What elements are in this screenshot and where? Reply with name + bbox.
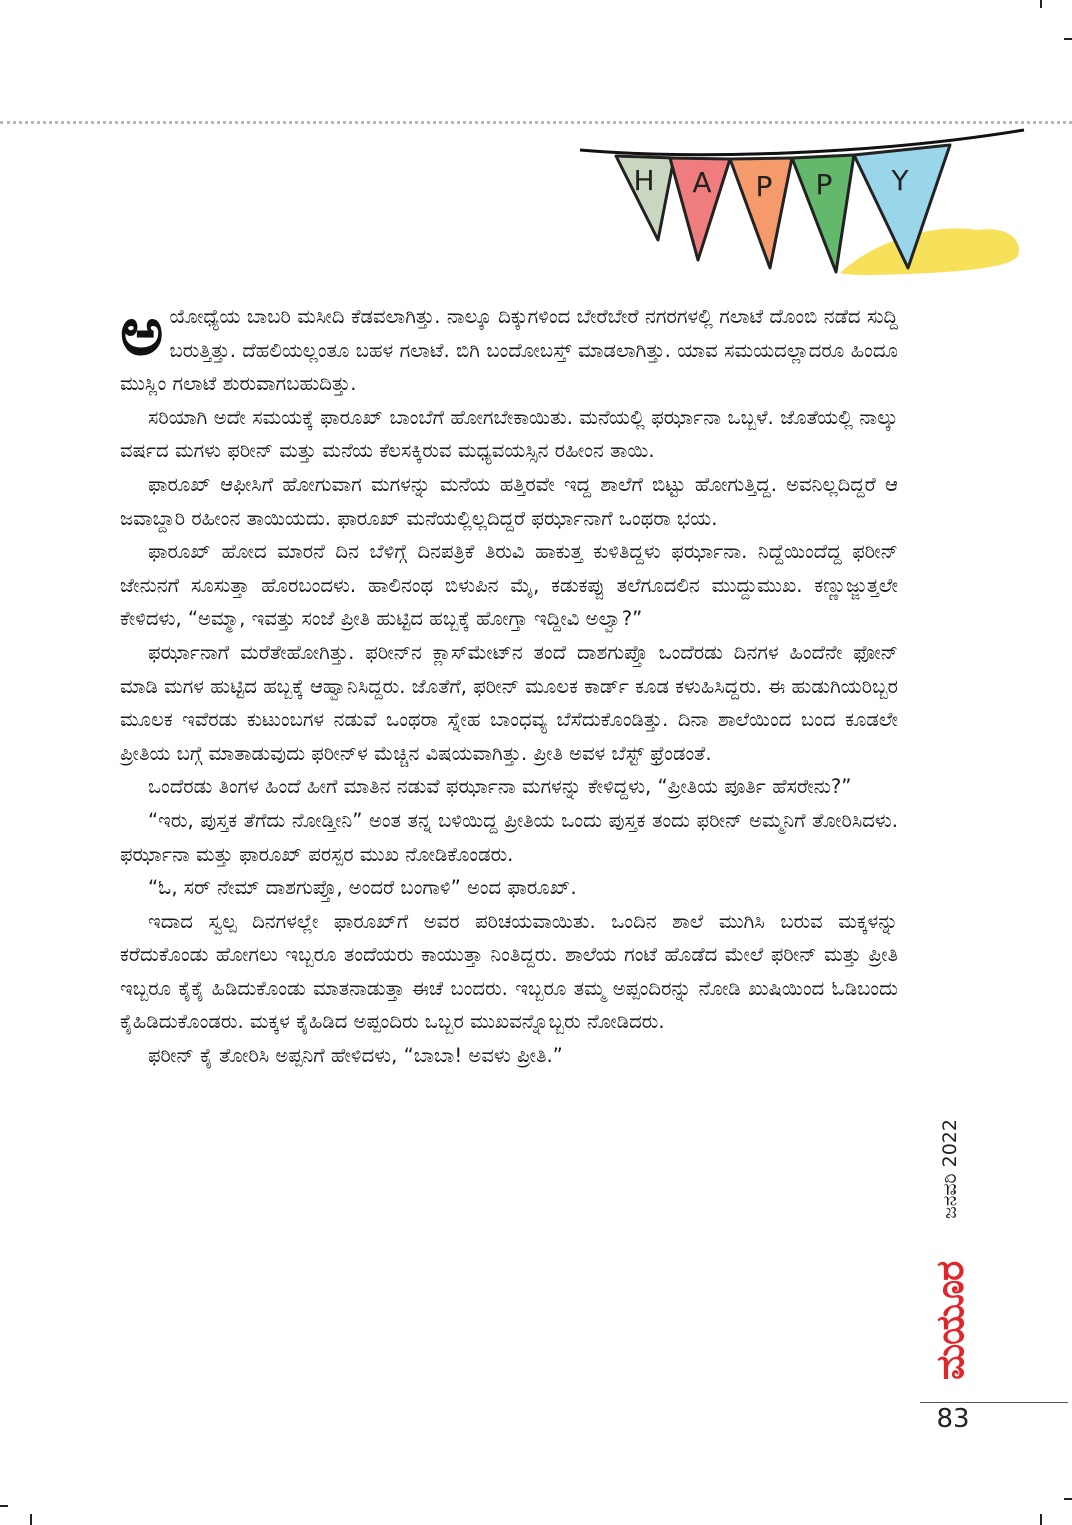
crop-mark-left-bottom — [0, 1505, 8, 1507]
pennant-letter-4: P — [815, 168, 833, 201]
crop-mark-top-right — [1040, 0, 1042, 8]
pennant-letter-5: Y — [891, 164, 909, 197]
drop-cap: ಅ — [120, 293, 164, 370]
paragraph-9: ಇದಾದ ಸ್ವಲ್ಪ ದಿನಗಳಲ್ಲೇ ಫಾರೂಖ್‌ಗೆ ಅವರ ಪರಿಚಯವಾಯಿತು. ಒಂದಿನ ಶಾಲೆ ಮುಗಿಸಿ ಬರುವ ಮಕ್ಕಳನ್ನು ಕರೆದುಕೊಂಡು ಹೋಗಲು ಇಬ್ಬರೂ ತಂದೆಯರು ಕಾಯುತ್ತಾ ನಿಂತಿದ್ದರು. ಶಾಲೆಯ ಗಂಟೆ ಹೊಡೆದ ಮೇಲೆ ಫರೀನ್ ಮತ್ತು ಪ್ರೀತಿ ಇಬ್ಬರೂ ಕೈಕೈ ಹಿಡಿದುಕೊಂಡು ಮಾತನಾಡುತ್ತಾ ಈಚೆ ಬಂದರು. ಇಬ್ಬರೂ ತಮ್ಮ ಅಪ್ಪಂದಿರನ್ನು ನೋಡಿ ಖುಷಿಯಿಂದ ಓಡಿಬಂದು ಕೈಹಿಡಿದುಕೊಂಡರು. ಮಕ್ಕಳ ಕೈಹಿಡಿದ ಅಪ್ಪಂದಿರು ಒಬ್ಬರ ಮುಖವನ್ನೊಬ್ಬರು ನೋಡಿದರು. — [120, 909, 898, 1034]
bunting-string — [580, 130, 1024, 155]
article-body — [120, 293, 898, 1073]
crop-mark-bottom-right — [1040, 1514, 1042, 1525]
paragraph-8: “ಓ, ಸರ್ ನೇಮ್ ದಾಶಗುಪ್ತೊ, ಅಂದರೆ ಬಂಗಾಳಿ” ಅಂದ ಫಾರೂಖ್. — [148, 876, 577, 900]
paragraph-7: “ಇರು, ಪುಸ್ತಕ ತೆಗೆದು ನೋಡ್ತೀನಿ” ಅಂತ ತನ್ನ ಬಳಿಯಿದ್ದ ಪ್ರೀತಿಯ ಒಂದು ಪುಸ್ತಕ ತಂದು ಫರೀನ್ ಅಮ್ಮನಿಗೆ ತೋರಿಸಿದಳು. ಫರ್ಝಾನಾ ಮತ್ತು ಫಾರೂಖ್ ಪರಸ್ಪರ ಮುಖ ನೋಡಿಕೊಂಡರು. — [120, 808, 898, 866]
paragraph-1-text: ಯೋಧ್ಯೆಯ ಬಾಬರಿ ಮಸೀದಿ ಕೆಡವಲಾಗಿತ್ತು. ನಾಲ್ಕೂ ದಿಕ್ಕುಗಳಿಂದ ಬೇರೆಬೇರೆ ನಗರಗಳಲ್ಲಿ ಗಲಾಟೆ ದೊಂಬಿ ನಡೆದ ಸುದ್ದಿ ಬರುತ್ತಿತ್ತು. ದೆಹಲಿಯಲ್ಲಂತೂ ಬಹಳ ಗಲಾಟೆ. ಬಿಗಿ ಬಂದೋಬಸ್ತ್ ಮಾಡಲಾಗಿತ್ತು. ಯಾವ ಸಮಯದಲ್ಲಾದರೂ ಹಿಂದೂ ಮುಸ್ಲಿಂ ಗಲಾಟೆ ಶುರುವಾಗಬಹುದಿತ್ತು. — [120, 305, 898, 396]
crop-mark-bottom-left — [30, 1514, 32, 1525]
pennant-letter-2: A — [692, 166, 712, 199]
paragraph-6: ಒಂದೆರಡು ತಿಂಗಳ ಹಿಂದೆ ಹೀಗೆ ಮಾತಿನ ನಡುವೆ ಫರ್ಝಾನಾ ಮಗಳನ್ನು ಕೇಳಿದ್ದಳು, “ಪ್ರೀತಿಯ ಪೂರ್ತಿ ಹೆಸರೇನು?” — [148, 775, 852, 799]
magazine-logo: ಮಯೂರ — [928, 1261, 972, 1381]
happy-bunting-illustration — [578, 128, 1028, 288]
paragraph-2: ಸರಿಯಾಗಿ ಅದೇ ಸಮಯಕ್ಕೆ ಫಾರೂಖ್ ಬಾಂಬೆಗೆ ಹೋಗಬೇಕಾಯಿತು. ಮನೆಯಲ್ಲಿ ಫರ್ಝಾನಾ ಒಬ್ಬಳೆ. ಜೊತೆಯಲ್ಲಿ ನಾಲ್ಕು ವರ್ಷದ ಮಗಳು ಫರೀನ್ ಮತ್ತು ಮನೆಯ ಕೆಲಸಕ್ಕಿರುವ ಮಧ್ಯವಯಸ್ಸಿನ ರಹೀಂನ ತಾಯಿ. — [120, 405, 898, 463]
footer-rule — [920, 1402, 1068, 1403]
paragraph-3: ಫಾರೂಖ್ ಆಫೀಸಿಗೆ ಹೋಗುವಾಗ ಮಗಳನ್ನು ಮನೆಯ ಹತ್ತಿರವೇ ಇದ್ದ ಶಾಲೆಗೆ ಬಿಟ್ಟು ಹೋಗುತ್ತಿದ್ದ. ಅವನಿಲ್ಲದಿದ್ದರೆ ಆ ಜವಾಬ್ದಾರಿ ರಹೀಂನ ತಾಯಿಯದು. ಫಾರೂಖ್ ಮನೆಯಲ್ಲಿಲ್ಲದಿದ್ದರೆ ಫರ್ಝಾನಾಗೆ ಒಂಥರಾ ಭಯ. — [120, 472, 898, 530]
issue-date: ಜನವರಿ 2022 — [939, 1119, 961, 1219]
page-number: 83 — [936, 1404, 970, 1434]
paragraph-5: ಫರ್ಝಾನಾಗೆ ಮರೆತೇಹೋಗಿತ್ತು. ಫರೀನ್‌ನ ಕ್ಲಾಸ್‌ಮೇಟ್‌ನ ತಂದೆ ದಾಶಗುಪ್ತೊ ಒಂದೆರಡು ದಿನಗಳ ಹಿಂದೆನೇ ಫೋನ್ ಮಾಡಿ ಮಗಳ ಹುಟ್ಟಿದ ಹಬ್ಬಕ್ಕೆ ಆಹ್ವಾನಿಸಿದ್ದರು. ಜೊತೆಗೆ, ಫರೀನ್ ಮೂಲಕ ಕಾರ್ಡ್ ಕೂಡ ಕಳುಹಿಸಿದ್ದರು. ಈ ಹುಡುಗಿಯರಿಬ್ಬರ ಮೂಲಕ ಇವೆರಡು ಕುಟುಂಬಗಳ ನಡುವೆ ಒಂಥರಾ ಸ್ನೇಹ ಬಾಂಧವ್ಯ ಬೆಸೆದುಕೊಂಡಿತ್ತು. ದಿನಾ ಶಾಲೆಯಿಂದ ಬಂದ ಕೂಡಲೇ ಪ್ರೀತಿಯ ಬಗ್ಗೆ ಮಾತಾಡುವುದು ಫರೀನ್‌ಳ ಮೆಚ್ಚಿನ ವಿಷಯವಾಗಿತ್ತು. ಪ್ರೀತಿ ಅವಳ ಬೆಸ್ಟ್ ಫ್ರೆಂಡಂತೆ. — [120, 640, 898, 765]
magazine-sidebar — [928, 1105, 972, 1405]
paragraph-1 — [120, 293, 898, 401]
crop-mark-right-upper — [1064, 38, 1072, 40]
paragraph-10: ಫರೀನ್ ಕೈ ತೋರಿಸಿ ಅಪ್ಪನಿಗೆ ಹೇಳಿದಳು, “ಬಾಬಾ! ಅವಳು ಪ್ರೀತಿ.” — [148, 1044, 563, 1068]
pennant-letter-3: P — [755, 170, 773, 203]
crop-mark-right-lower — [1064, 1498, 1072, 1500]
dotted-divider — [0, 121, 1072, 124]
pennant-letter-1: H — [633, 164, 655, 197]
paragraph-4: ಫಾರೂಖ್ ಹೋದ ಮಾರನೆ ದಿನ ಬೆಳಿಗ್ಗೆ ದಿನಪತ್ರಿಕೆ ತಿರುವಿ ಹಾಕುತ್ತ ಕುಳಿತಿದ್ದಳು ಫರ್ಝಾನಾ. ನಿದ್ದೆಯಿಂದೆದ್ದ ಫರೀನ್ ಜೇನುನಗೆ ಸೂಸುತ್ತಾ ಹೊರಬಂದಳು. ಹಾಲಿನಂಥ ಬಿಳುಪಿನ ಮೈ, ಕಡುಕಪ್ಪು ತಲೆಗೂದಲಿನ ಮುದ್ದುಮುಖ. ಕಣ್ಣುಜ್ಜುತ್ತಲೇ ಕೇಳಿದಳು, “ಅಮ್ಮಾ, ಇವತ್ತು ಸಂಜೆ ಪ್ರೀತಿ ಹುಟ್ಟಿದ ಹಬ್ಬಕ್ಕೆ ಹೋಗ್ತಾ ಇದ್ದೀವಿ ಅಲ್ವಾ?” — [120, 540, 898, 631]
yellow-splash — [840, 228, 1019, 275]
